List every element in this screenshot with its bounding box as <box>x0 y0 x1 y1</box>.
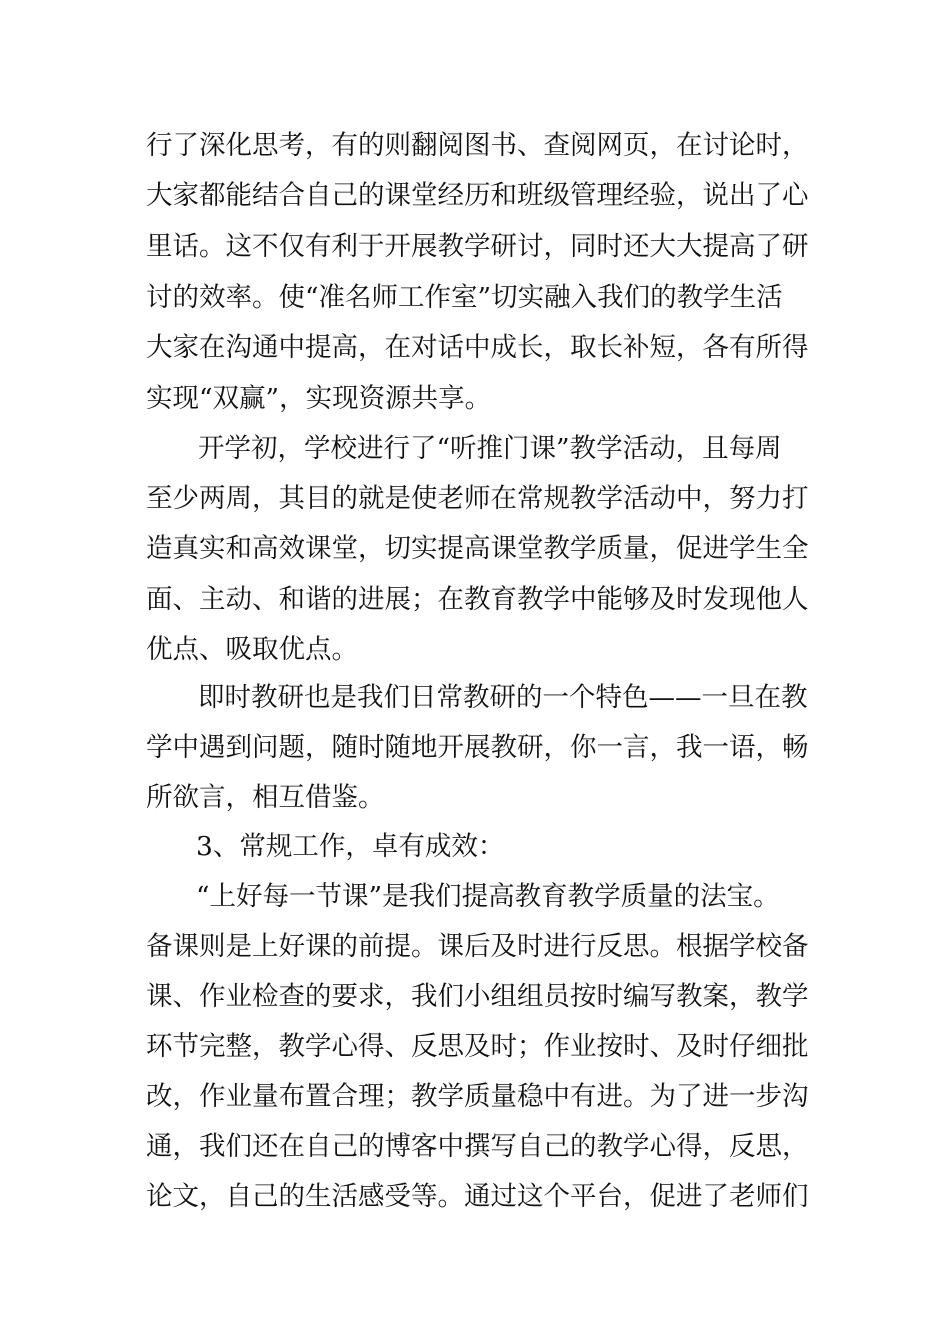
paragraph-line: 行了深化思考，有的则翻阅图书、查阅网页，在讨论时， <box>146 130 809 161</box>
paragraph-line: 开学初，学校进行了“听推门课”教学活动，且每周 <box>198 433 782 464</box>
paragraph-line: 学中遇到问题，随时随地开展教研，你一言，我一语，畅 <box>146 732 809 763</box>
paragraph-line: 大家都能结合自己的课堂经历和班级管理经验，说出了心 <box>146 180 809 211</box>
paragraph-line: 面、主动、和谐的进展；在教育教学中能够及时发现他人 <box>146 584 809 615</box>
paragraph-line: 优点、吸取优点。 <box>146 634 358 665</box>
paragraph-line: 造真实和高效课堂，切实提高课堂教学质量，促进学生全 <box>146 533 809 564</box>
paragraph-line: 里话。这不仅有利于开展教学研讨，同时还大大提高了研 <box>146 231 809 262</box>
paragraph-line: “上好每一节课”是我们提高教育教学质量的法宝。 <box>196 881 780 912</box>
paragraph-line: 课、作业检查的要求，我们小组组员按时编写教案，教学 <box>146 981 809 1012</box>
paragraph-line: 实现“双赢”，实现资源共享。 <box>146 383 492 414</box>
paragraph-line: 大家在沟通中提高，在对话中成长，取长补短，各有所得 <box>146 332 809 363</box>
paragraph-line: 讨的效率。使“准名师工作室”切实融入我们的教学生活 <box>146 282 783 313</box>
paragraph-line: 论文，自己的生活感受等。通过这个平台，促进了老师们 <box>146 1181 809 1212</box>
paragraph-line: 改，作业量布置合理；教学质量稳中有进。为了进一步沟 <box>146 1081 809 1112</box>
paragraph-line: 至少两周，其目的就是使老师在常规教学活动中，努力打 <box>146 483 809 514</box>
paragraph-line: 即时教研也是我们日常教研的一个特色——一旦在教 <box>198 682 808 713</box>
section-heading: 3、常规工作，卓有成效： <box>196 831 505 862</box>
paragraph-line: 通，我们还在自己的博客中撰写自己的教学心得，反思， <box>146 1131 809 1162</box>
paragraph-line: 备课则是上好课的前提。课后及时进行反思。根据学校备 <box>146 931 809 962</box>
paragraph-line: 环节完整，教学心得、反思及时；作业按时、及时仔细批 <box>146 1031 809 1062</box>
paragraph-line: 所欲言，相互借鉴。 <box>146 782 385 813</box>
